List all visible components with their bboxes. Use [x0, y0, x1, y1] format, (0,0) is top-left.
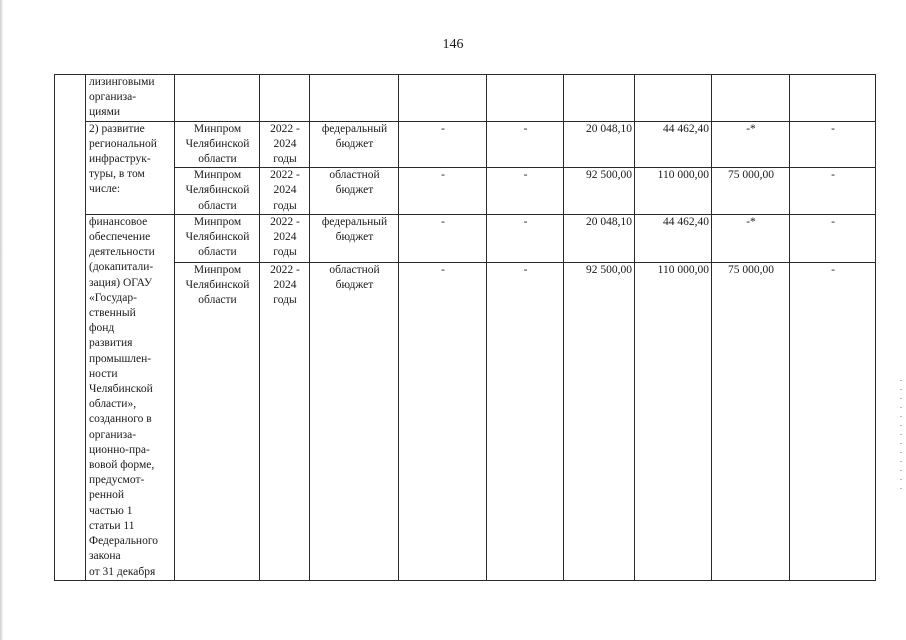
value-cell-2: - — [487, 121, 564, 168]
value-cell-6: - — [790, 168, 876, 215]
value-cell-4: 44 462,40 — [635, 214, 712, 262]
years-cell: 2022 - 2024 годы — [260, 168, 310, 215]
value-cell-1: - — [399, 214, 487, 262]
row-name-cell: финансовое обеспечение деятельности (докапитали- зация) ОГАУ «Государ- ственный фонд развития промышлен- ности Челябинской области», созданного в организа- ционно-пра- вовой форме, предусмот- ренной частью 1 статьи 11 Федерального закона от 31 декабря — [86, 214, 175, 580]
scan-artifact — [900, 380, 902, 490]
table-row — [55, 262, 876, 580]
row-name-cell: лизинговыми организа- циями — [86, 75, 175, 122]
value-cell-4: 110 000,00 — [635, 262, 712, 580]
value-cell-1: - — [399, 121, 487, 168]
value-cell-6: - — [790, 214, 876, 262]
source-cell — [310, 75, 399, 122]
value-cell-5: 75 000,00 — [712, 168, 790, 215]
years-cell: 2022 - 2024 годы — [260, 214, 310, 262]
value-cell-1: - — [399, 262, 487, 580]
blank-left-cell — [55, 75, 86, 581]
page-number: 146 — [442, 37, 464, 52]
agency-cell: Минпром Челябинской области — [175, 262, 260, 580]
years-cell — [260, 75, 310, 122]
source-cell: федеральный бюджет — [310, 121, 399, 168]
source-cell: федеральный бюджет — [310, 214, 399, 262]
agency-cell: Минпром Челябинской области — [175, 168, 260, 215]
value-cell-3: 92 500,00 — [564, 168, 635, 215]
value-cell-4: 110 000,00 — [635, 168, 712, 215]
value-cell-4: 44 462,40 — [635, 121, 712, 168]
value-cell-5: -* — [712, 121, 790, 168]
value-cell-1 — [399, 75, 487, 122]
value-cell-2: - — [487, 262, 564, 580]
source-cell: областной бюджет — [310, 262, 399, 580]
value-cell-1: - — [399, 168, 487, 215]
value-cell-2: - — [487, 168, 564, 215]
agency-cell — [175, 75, 260, 122]
agency-cell: Минпром Челябинской области — [175, 121, 260, 168]
value-cell-6: - — [790, 121, 876, 168]
value-cell-3: 92 500,00 — [564, 262, 635, 580]
table-row — [55, 75, 876, 122]
value-cell-5: 75 000,00 — [712, 262, 790, 580]
table-row — [55, 168, 876, 215]
value-cell-4 — [635, 75, 712, 122]
budget-table — [54, 74, 876, 581]
scan-edge — [0, 0, 3, 640]
table-row — [55, 121, 876, 168]
source-cell: областной бюджет — [310, 168, 399, 215]
value-cell-3: 20 048,10 — [564, 214, 635, 262]
value-cell-2: - — [487, 214, 564, 262]
years-cell: 2022 - 2024 годы — [260, 121, 310, 168]
value-cell-5 — [712, 75, 790, 122]
value-cell-3: 20 048,10 — [564, 121, 635, 168]
agency-cell: Минпром Челябинской области — [175, 214, 260, 262]
row-name-cell: 2) развитие региональной инфраструк- туры, в том числе: — [86, 121, 175, 214]
value-cell-5: -* — [712, 214, 790, 262]
value-cell-3 — [564, 75, 635, 122]
table-row — [55, 214, 876, 262]
value-cell-6: - — [790, 262, 876, 580]
value-cell-2 — [487, 75, 564, 122]
years-cell: 2022 - 2024 годы — [260, 262, 310, 580]
value-cell-6 — [790, 75, 876, 122]
